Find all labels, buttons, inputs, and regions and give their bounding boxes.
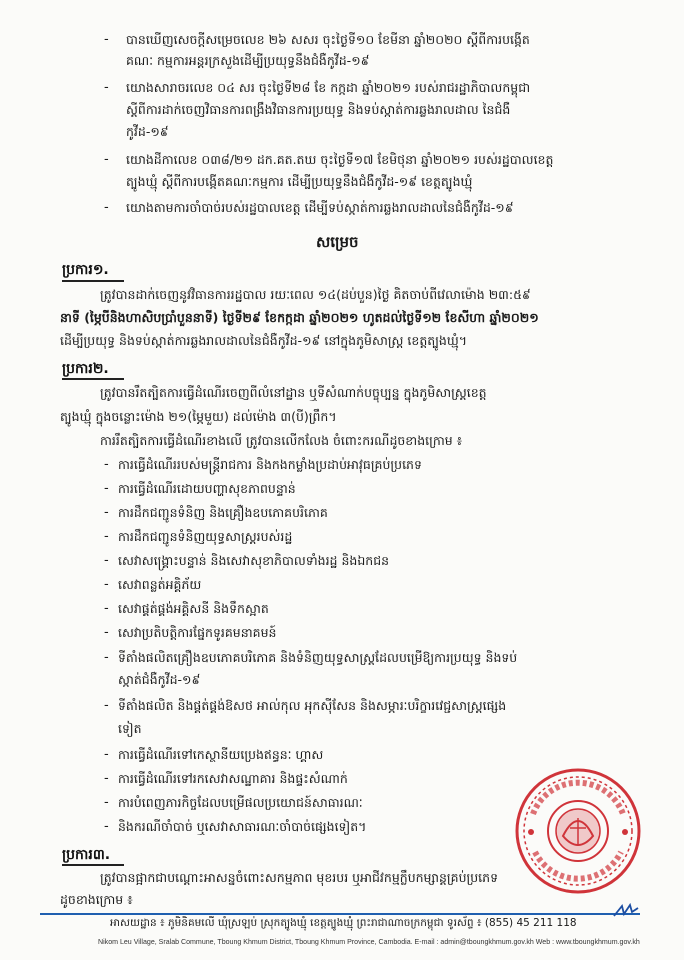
list-item: សេវាផ្គត់ផ្គង់អគ្គិសនី និងទឹកស្អាត [118,601,269,616]
list-dash: - [104,577,109,592]
reference-line: យោងតាមការចាំបាច់របស់រដ្ឋបាលខេត្ត ដើម្បីទប់ស្កាត់ការឆ្លងរាលដាលនៃជំងឺកូវីដ-១៩ [126,200,514,215]
reference-line: ត្បូងឃ្មុំ ស្តីពីការបង្កើតគណៈកម្មការ ដើម្បីប្រយុទ្ធនឹងជំងឺកូវីដ-១៩ ខេត្តត្បូងឃ្មុំ [126,174,473,189]
article-2-line: ការរឹតត្បិតការធ្វើដំណើរខាងលើ ត្រូវបានលើកលែង ចំពោះករណីដូចខាងក្រោម ៖ [100,433,463,448]
initials-signature [612,902,640,920]
list-dash: - [104,457,109,472]
article-1-line: នាទី (ម្ភៃបីនិងហាសិបប្រាំបួននាទី) ថ្ងៃទី២៩ ខែកក្កដា ឆ្នាំ២០២១ ហូតដល់ថ្ងៃទី១២ ខែសីហា ឆ្នាំ២០២១ [60,310,539,325]
list-dash: - [104,505,109,520]
reference-line: កូវីដ-១៩ [126,124,169,139]
list-dash: - [104,771,109,786]
list-item: ការបំពេញភារកិច្ចដែលបម្រើផលប្រយោជន៍សាធារណៈ [118,795,363,810]
article-1-line: ត្រូវបានដាក់ចេញនូវវិធានការរដ្ឋបាល រយៈពេល ១៤(ដប់បួន)ថ្ងៃ គិតចាប់ពីវេលាម៉ោង ២៣:៥៩ [100,287,531,302]
reference-line: ស្តីពីការដាក់ចេញវិធានការពង្រឹងវិធានការប្រយុទ្ធ និងទប់ស្កាត់ការឆ្លងរាលដាល នៃជំងឺ [126,102,511,117]
article-1-line: ដើម្បីប្រយុទ្ធ និងទប់ស្កាត់ការឆ្លងរាលដាលនៃជំងឺកូវីដ-១៩ នៅក្នុងភូមិសាស្ត្រ ខេត្តត្បូងឃ្មុំ។ [60,333,467,348]
list-item: ការធ្វើដំណើររបស់មន្ត្រីរាជការ និងកងកម្លាំងប្រដាប់អាវុធគ្រប់ប្រភេទ [118,457,422,472]
article-3-underline [62,864,124,866]
list-item: សេវាសង្គ្រោះបន្ទាន់ និងសេវាសុខាភិបាលទាំងរដ្ឋ និងឯកជន [118,553,390,568]
reference-line: យោងដីកាលេខ ០៣៨/២១ ដក.គត.តឃ ចុះថ្ងៃទី១៧ ខែមិថុនា ឆ្នាំ២០២១ របស់រដ្ឋបាលខេត្ត [126,152,554,167]
footer-address-english: Nikom Leu Village, Sralab Commune, Tboung Khmum District, Tboung Khmum Province, Cambodia. E-mail : admin@tboungkhmum.gov.kh Web : www.tboungkhmum.gov.kh [98,937,640,946]
list-dash: - [104,625,109,640]
list-item: ការដឹកជញ្ជូនទំនិញ និងគ្រឿងឧបភោគបរិភោគ [118,505,328,520]
list-item: ការដឹកជញ្ជូនទំនិញយុទ្ធសាស្ត្ររបស់រដ្ឋ [118,529,293,544]
decision-title: សម្រេច [316,233,359,251]
footer-rule [40,913,640,915]
list-dash: - [104,819,109,834]
list-item: និងករណីចាំបាច់ ឬសេវាសាធារណៈចាំបាច់ផ្សេងទៀត។ [118,819,367,834]
list-item: ទីតាំងផលិត និងផ្គត់ផ្គង់ឱសថ អាល់កុល អុកស៊ីសែន និងសម្ភារៈបរិក្ខារវេជ្ជសាស្ត្រផ្សេង [118,698,507,713]
reference-line: គណៈ កម្មការអន្តរក្រសួងដើម្បីប្រយុទ្ធនឹងជំងឺកូវីដ-១៩ [126,53,370,68]
list-dash: - [104,80,109,95]
article-2-line: ត្រូវបានរឹតត្បិតការធ្វើដំណើរចេញពីលំនៅដ្ឋាន ឬទីសំណាក់បច្ចុប្បន្ន ក្នុងភូមិសាស្ត្រខេត្ត [100,385,487,400]
list-item: ការធ្វើដំណើរទៅរកសេវាសណ្ឋាគារ និងផ្ទះសំណាក់ [118,771,348,786]
article-1-underline [62,280,124,282]
reference-line: យោងសារាចរលេខ ០៤ សរ ចុះថ្ងៃទី២៨ ខែ កក្កដា ឆ្នាំ២០២១ របស់រាជរដ្ឋាភិបាលកម្ពុជា [126,80,531,95]
list-dash: - [104,200,109,215]
list-dash: - [104,553,109,568]
article-2-line: ត្បូងឃ្មុំ ក្នុងចន្លោះម៉ោង ២១(ម្ភៃមួយ) ដល់ម៉ោង ៣(បី)ព្រឹក។ [60,409,337,424]
reference-line: បានឃើញសេចក្តីសម្រេចលេខ ២៦ សសរ ចុះថ្ងៃទី១០ ខែមីនា ឆ្នាំ២០២០ ស្តីពីការបង្កើត [126,32,530,47]
footer-address-khmer: អាសយដ្ឋាន ៖ ភូមិនិគមលើ ឃុំស្រឡប់ ស្រុកត្បូងឃ្មុំ ខេត្តត្បូងឃ្មុំ ព្រះរាជាណាចក្រកម្ពុជា ទូរស័ព្ទ ៖ (855) 45 211 118 [110,917,577,929]
list-dash: - [104,650,109,665]
list-dash: - [104,481,109,496]
article-3-heading: ប្រការ៣. [62,847,111,863]
list-dash: - [104,698,109,713]
list-dash: - [104,32,109,47]
official-seal-stamp [513,766,643,896]
list-item: ការធ្វើដំណើរទៅកេស្ថានីយប្រេងឥន្ធនៈ ហ្គាស [118,747,324,762]
article-2-heading: ប្រការ២. [62,361,109,377]
list-dash: - [104,529,109,544]
list-dash: - [104,747,109,762]
list-dash: - [104,795,109,810]
list-dash: - [104,601,109,616]
list-item: ស្កាត់ជំងឺកូវីដ-១៩ [118,672,201,687]
list-item: សេវាពន្លត់អគ្គិភ័យ [118,577,202,592]
article-3-line: ដូចខាងក្រោម ៖ [60,892,133,907]
list-item: សេវាប្រតិបត្តិការផ្នែកទូរគមនាគមន៍ [118,625,277,640]
list-item: ទៀត [118,721,142,736]
list-dash: - [104,152,109,167]
article-3-line: ត្រូវបានផ្អាកជាបណ្តោះអាសន្នចំពោះសកម្មភាព មុខរបរ ឬអាជីវកម្មក្លឹបកម្សាន្តគ្រប់ប្រភេទ [100,870,499,885]
list-item: ទីតាំងផលិតគ្រឿងឧបភោគបរិភោគ និងទំនិញយុទ្ធសាស្ត្រដែលបម្រើឱ្យការប្រយុទ្ធ និងទប់ [118,650,518,665]
list-item: ការធ្វើដំណើរដោយបញ្ហាសុខភាពបន្ទាន់ [118,481,296,496]
article-2-underline [62,378,124,380]
article-1-heading: ប្រការ១. [62,262,109,278]
